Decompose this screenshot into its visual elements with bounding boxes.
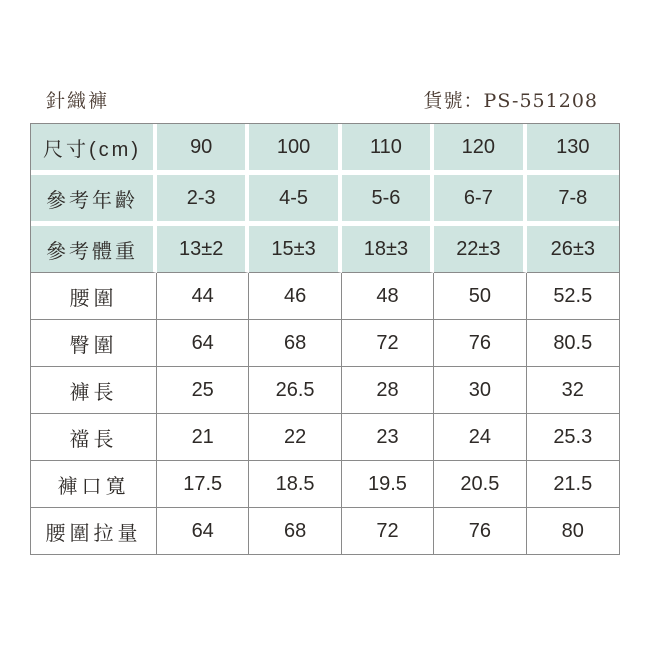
cell-leg-opening-90: 17.5 [157,461,249,508]
table-row-waist-stretch [31,508,619,554]
cell-size-130: 130 [527,124,619,175]
cell-hip-90: 64 [157,320,249,367]
table-row-hip [31,320,619,367]
cell-age-90: 2-3 [157,175,249,226]
row-label-weight: 參考體重 [31,226,157,273]
cell-leg-opening-110: 19.5 [342,461,434,508]
cell-pant-length-90: 25 [157,367,249,414]
table-row-leg-opening [31,461,619,508]
cell-waist-stretch-100: 68 [249,508,341,554]
cell-waist-100: 46 [249,273,341,320]
cell-hip-120: 76 [434,320,526,367]
cell-size-100: 100 [249,124,341,175]
cell-crotch-length-100: 22 [249,414,341,461]
product-name: 針織褲 [46,90,110,112]
cell-age-110: 5-6 [342,175,434,226]
cell-leg-opening-130: 21.5 [527,461,619,508]
cell-crotch-length-110: 23 [342,414,434,461]
table-row-crotch-length [31,414,619,461]
cell-waist-90: 44 [157,273,249,320]
cell-waist-120: 50 [434,273,526,320]
cell-crotch-length-120: 24 [434,414,526,461]
cell-waist-110: 48 [342,273,434,320]
table-row-size [31,124,619,175]
cell-pant-length-120: 30 [434,367,526,414]
cell-hip-110: 72 [342,320,434,367]
cell-waist-130: 52.5 [527,273,619,320]
cell-weight-110: 18±3 [342,226,434,273]
cell-hip-130: 80.5 [527,320,619,367]
cell-weight-100: 15±3 [249,226,341,273]
cell-size-120: 120 [434,124,526,175]
row-label-size: 尺寸(cm) [31,124,157,175]
cell-weight-130: 26±3 [527,226,619,273]
cell-age-120: 6-7 [434,175,526,226]
table-row-pant-length [31,367,619,414]
row-label-waist: 腰圍 [31,273,157,320]
cell-crotch-length-130: 25.3 [527,414,619,461]
cell-age-100: 4-5 [249,175,341,226]
row-label-leg-opening: 褲口寬 [31,461,157,508]
cell-leg-opening-120: 20.5 [434,461,526,508]
cell-age-130: 7-8 [527,175,619,226]
table-row-age [31,175,619,226]
row-label-hip: 臀圍 [31,320,157,367]
row-label-age: 參考年齡 [31,175,157,226]
cell-size-110: 110 [342,124,434,175]
row-label-pant-length: 褲長 [31,367,157,414]
cell-pant-length-110: 28 [342,367,434,414]
cell-crotch-length-90: 21 [157,414,249,461]
row-label-crotch-length: 襠長 [31,414,157,461]
cell-pant-length-130: 32 [527,367,619,414]
size-chart-table [30,123,620,555]
row-label-waist-stretch: 腰圍拉量 [31,508,157,554]
cell-hip-100: 68 [249,320,341,367]
table-row-weight [31,226,619,273]
cell-weight-120: 22±3 [434,226,526,273]
cell-waist-stretch-110: 72 [342,508,434,554]
cell-leg-opening-100: 18.5 [249,461,341,508]
cell-waist-stretch-90: 64 [157,508,249,554]
cell-waist-stretch-120: 76 [434,508,526,554]
cell-pant-length-100: 26.5 [249,367,341,414]
cell-weight-90: 13±2 [157,226,249,273]
item-number: 貨號：PS-551208 [423,90,598,112]
table-row-waist [31,273,619,320]
cell-waist-stretch-130: 80 [561,519,584,542]
cell-size-90: 90 [157,124,249,175]
